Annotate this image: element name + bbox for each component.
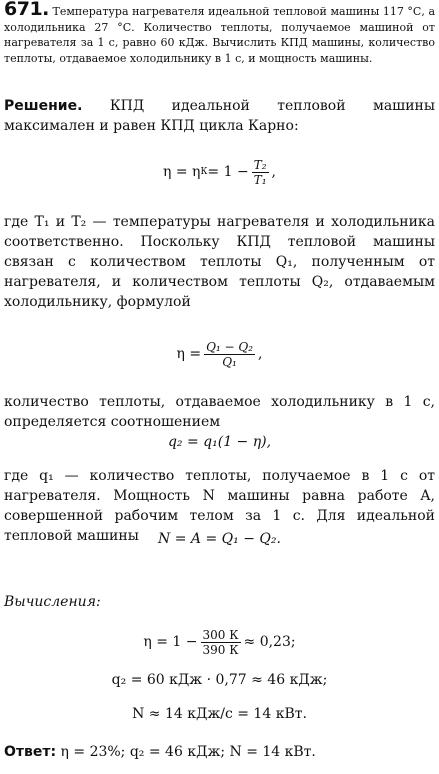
formula1-fraction: [252, 158, 269, 187]
solution-paragraph-2: где T₁ и T₂ — температуры нагревателя и холодильника соответственно. Поскольку КПД тепловой машины связан с количеством теплоты Q₁, полученным от нагревателя, и количеством теплоты Q₂, отдаваемым холодильнику, формулой: [4, 214, 435, 310]
formula-q2: q₂ = q₁(1 − η),: [167, 434, 272, 450]
solution-intro: [4, 96, 435, 136]
formula1-mid: = 1 −: [207, 164, 249, 180]
calc-efficiency: [0, 622, 439, 662]
answer-text: η = 23%; q₂ = 46 кДж; N = 14 кВт.: [56, 744, 316, 760]
formula2-tail: ,: [258, 346, 263, 362]
solution-paragraph-4: где q₁ — количество теплоты, получаемое в 1 с от нагревателя. Мощность N машины равна работе A, совершенной рабочим телом за 1 с. Для идеальной тепловой машины: [4, 468, 435, 544]
answer-label: Ответ:: [4, 744, 57, 760]
formula1-denominator: T₁: [253, 172, 267, 187]
calculations-label: Вычисления:: [4, 594, 101, 610]
calc1-denominator: 390 К: [202, 642, 239, 657]
formula1-sub: К: [200, 167, 208, 177]
calc-q2: q₂ = 60 кДж · 0,77 ≈ 46 кДж;: [111, 672, 328, 688]
calc1-left: η = 1 −: [143, 634, 198, 650]
answer-line: [4, 742, 435, 762]
formula1-tail: ,: [271, 164, 276, 180]
calc1-numerator: 300 К: [202, 627, 239, 642]
problem-text: Температура нагревателя идеальной тепловой машины 117 °С, а холодильника 27 °С. Количество теплоты, получаемое машиной от нагревателя за 1 с, равно 60 кДж. Вычислить КПД машины, количество теплоты, отдаваемое холодильнику в 1 с, и мощность машины.: [4, 5, 435, 65]
calc1-tail: ≈ 0,23;: [243, 634, 296, 650]
formula2-left: η =: [176, 346, 202, 362]
solution-label: Решение.: [4, 98, 83, 114]
solution-paragraph-3: количество теплоты, отдаваемое холодильнику в 1 с, определяется соотношением: [4, 394, 435, 430]
formula2-numerator: Q₁ − Q₂: [206, 339, 254, 354]
formula1-numerator: T₂: [253, 157, 267, 172]
calc-power: N ≈ 14 кДж/с = 14 кВт.: [132, 706, 307, 722]
problem-statement: [4, 2, 435, 66]
formula-efficiency-heat: [0, 332, 439, 376]
calc1-fraction: [201, 628, 241, 657]
formula1-left: η = η: [163, 164, 201, 180]
formula2-fraction: [204, 340, 255, 369]
formula-carnot: [0, 150, 439, 194]
solution-intro-text: КПД идеальной тепловой машины максимален и равен КПД цикла Карно:: [4, 98, 435, 134]
problem-number: 671.: [4, 0, 49, 20]
formula-power: N = A = Q₁ − Q₂.: [158, 531, 281, 547]
formula2-denominator: Q₁: [222, 354, 237, 369]
